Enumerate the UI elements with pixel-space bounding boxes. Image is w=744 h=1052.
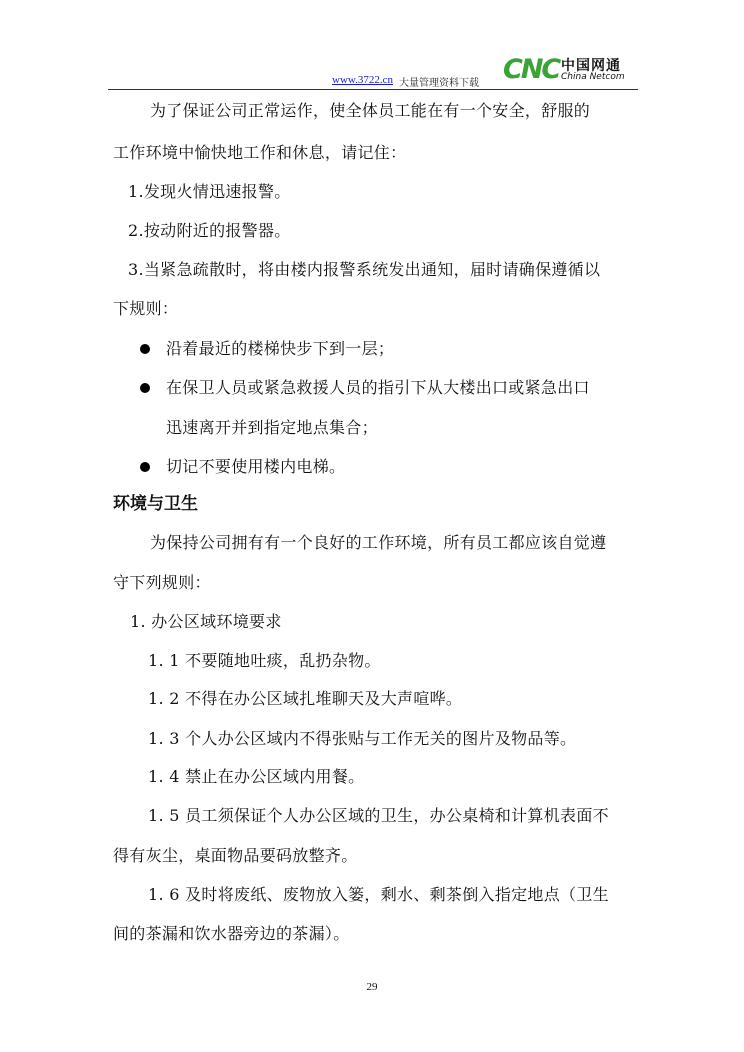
bullet-icon [140, 344, 150, 354]
bullet-item-3: 切记不要使用楼内电梯。 [166, 457, 346, 476]
logo-mark: CNC [503, 54, 560, 85]
rule-1-5-line-1: 1. 5 员工须保证个人办公区域的卫生，办公桌椅和计算机表面不 [148, 806, 609, 825]
rule-1-6-line-2: 间的茶漏和饮水器旁边的茶漏）。 [113, 924, 350, 943]
list-item-2: 2.按动附近的报警器。 [128, 221, 291, 240]
section-heading: 环境与卫生 [113, 494, 198, 514]
env-line-1: 为保持公司拥有有一个良好的工作环境，所有员工都应该自觉遵 [150, 533, 607, 552]
rule-1-2: 1. 2 不得在办公区域扎堆聊天及大声喧哗。 [148, 689, 463, 708]
bullet-icon [140, 383, 150, 393]
page-number: 29 [366, 981, 378, 993]
rule-1-5-line-2: 得有灰尘，桌面物品要码放整齐。 [113, 846, 358, 865]
header-tagline: 大量管理资料下载 [399, 78, 479, 89]
bullet-item-2-line-2: 迅速离开并到指定地点集合； [166, 418, 378, 437]
logo-english-name: China Netcom [561, 72, 625, 82]
logo-chinese-name: 中国网通 [561, 58, 621, 74]
subsection-1: 1. 办公区域环境要求 [130, 612, 282, 631]
rule-1-4: 1. 4 禁止在办公区域内用餐。 [148, 767, 365, 786]
bullet-item-2-line-1: 在保卫人员或紧急救援人员的指引下从大楼出口或紧急出口 [166, 378, 590, 397]
header-divider [108, 89, 638, 90]
bullet-item-1: 沿着最近的楼梯快步下到一层； [166, 339, 395, 358]
rule-1-1: 1. 1 不要随地吐痰，乱扔杂物。 [148, 651, 381, 670]
rule-1-6-line-1: 1. 6 及时将废纸、废物放入篓，剩水、剩茶倒入指定地点（卫生 [148, 885, 609, 904]
bullet-icon [140, 462, 150, 472]
site-link[interactable]: www.3722.cn [332, 74, 393, 86]
list-item-3-line-1: 3.当紧急疏散时，将由楼内报警系统发出通知，届时请确保遵循以 [128, 260, 601, 279]
intro-line-2: 工作环境中愉快地工作和休息，请记住： [113, 143, 407, 162]
list-item-1: 1.发现火情迅速报警。 [128, 182, 291, 201]
intro-line-1: 为了保证公司正常运作，使全体员工能在有一个安全，舒服的 [150, 101, 591, 120]
env-line-2: 守下列规则： [113, 573, 211, 592]
page-header [0, 46, 744, 88]
list-item-3-line-2: 下规则： [113, 299, 179, 318]
china-netcom-logo [503, 52, 643, 86]
rule-1-3: 1. 3 个人办公区域内不得张贴与工作无关的图片及物品等。 [148, 729, 577, 748]
